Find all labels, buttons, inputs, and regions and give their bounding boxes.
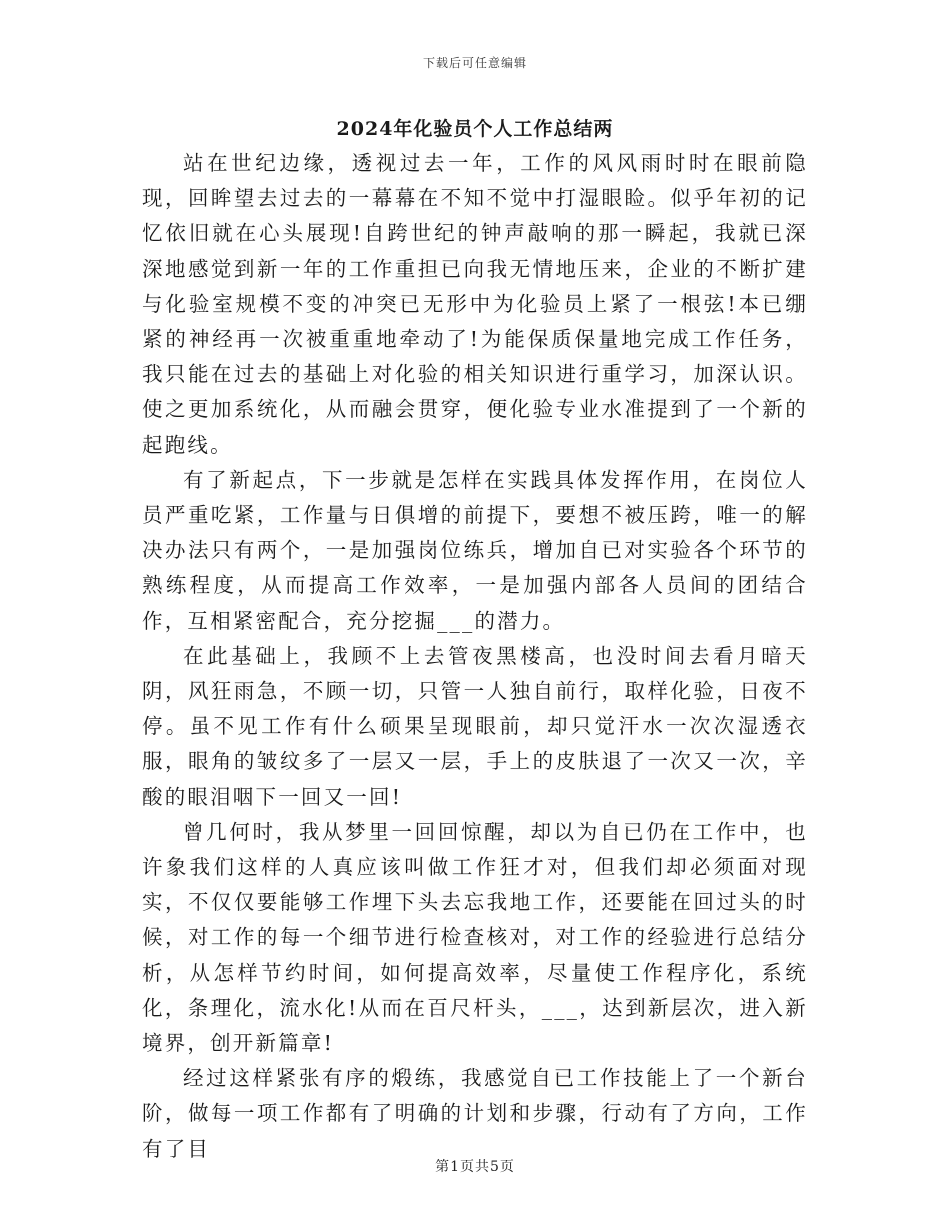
document-body <box>142 146 808 1167</box>
paragraph-2: 有了新起点，下一步就是怎样在实践具体发挥作用，在岗位人员严重吃紧，工作量与日俱增的前提下，要想不被压跨，唯一的解决办法只有两个，一是加强岗位练兵，增加自已对实验各个环节的熟练程度，从而提高工作效率，一是加强内部各人员间的团结合作，互相紧密配合，充分挖掘___的潜力。 <box>142 467 808 633</box>
header-note: 下载后可任意编辑 <box>422 56 527 70</box>
document-title: 2024年化验员个人工作总结两 <box>336 118 614 140</box>
paragraph-5: 经过这样紧张有序的煅练，我感觉自已工作技能上了一个新台阶，做每一项工作都有了明确的计划和步骤，行动有了方向，工作有了目 <box>142 1066 808 1161</box>
page-footer: 第1页共5页 <box>435 1159 515 1175</box>
paragraph-3: 在此基础上，我顾不上去管夜黑楼高，也没时间去看月暗天阴，风狂雨急，不顾一切，只管一人独自前行，取样化验，日夜不停。虽不见工作有什么硕果呈现眼前，却只觉汗水一次次湿透衣服，眼角的皱纹多了一层又一层，手上的皮肤退了一次又一次，辛酸的眼泪咽下一回又一回! <box>142 643 808 809</box>
paragraph-4: 曾几何时，我从梦里一回回惊醒，却以为自已仍在工作中，也许象我们这样的人真应该叫做工作狂才对，但我们却必须面对现实，不仅仅要能够工作埋下头去忘我地工作，还要能在回过头的时候，对工作的每一个细节进行检查核对，对工作的经验进行总结分析，从怎样节约时间，如何提高效率，尽量使工作程序化，系统化，条理化，流水化!从而在百尺杆头，___，达到新层次，进入新境界，创开新篇章! <box>142 819 808 1056</box>
paragraph-1: 站在世纪边缘，透视过去一年，工作的风风雨时时在眼前隐现，回眸望去过去的一幕幕在不知不觉中打湿眼睑。似乎年初的记忆依旧就在心头展现!自跨世纪的钟声敲响的那一瞬起，我就已深深地感觉到新一年的工作重担已向我无情地压来，企业的不断扩建与化验室规模不变的冲突已无形中为化验员上紧了一根弦!本已绷紧的神经再一次被重重地牵动了!为能保质保量地完成工作任务，我只能在过去的基础上对化验的相关知识进行重学习，加深认识。使之更加系统化，从而融会贯穿，便化验专业水准提到了一个新的起跑线。 <box>142 151 808 457</box>
